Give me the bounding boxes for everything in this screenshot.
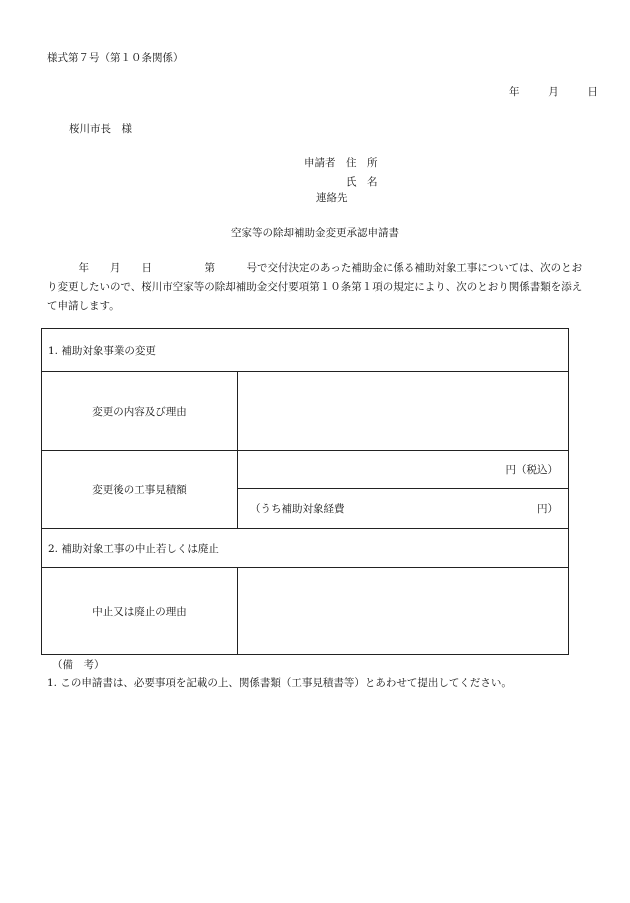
subsidy-expense-prefix: （うち補助対象経費 <box>250 503 345 515</box>
date-year: 年 <box>509 86 520 98</box>
address-label: 住 所 <box>346 157 378 169</box>
notes-heading: （備 考） <box>52 659 105 671</box>
change-reason-field[interactable] <box>238 372 569 451</box>
applicant-block <box>304 154 378 192</box>
change-reason-label: 変更の内容及び理由 <box>42 372 238 451</box>
document-title: 空家等の除却補助金変更承認申請書 <box>231 227 399 239</box>
date-day: 日 <box>587 86 598 98</box>
name-label: 氏 名 <box>346 176 378 188</box>
subsidy-expense-suffix: 円） <box>537 503 558 515</box>
contact-label: 連絡先 <box>316 192 348 204</box>
application-date <box>509 84 598 99</box>
application-form-table <box>41 328 569 655</box>
estimate-field[interactable] <box>238 451 569 489</box>
form-number: 様式第７号（第１０条関係） <box>47 52 184 64</box>
addressee: 桜川市長 様 <box>69 123 132 135</box>
subsidy-expense-field[interactable] <box>238 489 569 529</box>
date-month: 月 <box>548 86 559 98</box>
estimate-label: 変更後の工事見積額 <box>42 451 238 529</box>
estimate-unit: 円（税込） <box>505 464 558 476</box>
application-body-text: 年 月 日 第 号で交付決定のあった補助金に係る補助対象工事については、次のとおり変更したいので、桜川市空家等の除却補助金交付要項第１０条第１項の規定により、次のとおり関係書類を添えて申請します。 <box>47 262 583 312</box>
section-cancel-heading: 2. 補助対象工事の中止若しくは廃止 <box>42 529 569 568</box>
cancel-reason-field[interactable] <box>238 568 569 655</box>
note-item-1: 1. この申請書は、必要事項を記載の上、関係書類（工事見積書等）とあわせて提出してください。 <box>47 677 512 689</box>
section-change-heading: 1. 補助対象事業の変更 <box>42 329 569 372</box>
cancel-reason-label: 中止又は廃止の理由 <box>42 568 238 655</box>
applicant-role: 申請者 <box>304 157 336 169</box>
